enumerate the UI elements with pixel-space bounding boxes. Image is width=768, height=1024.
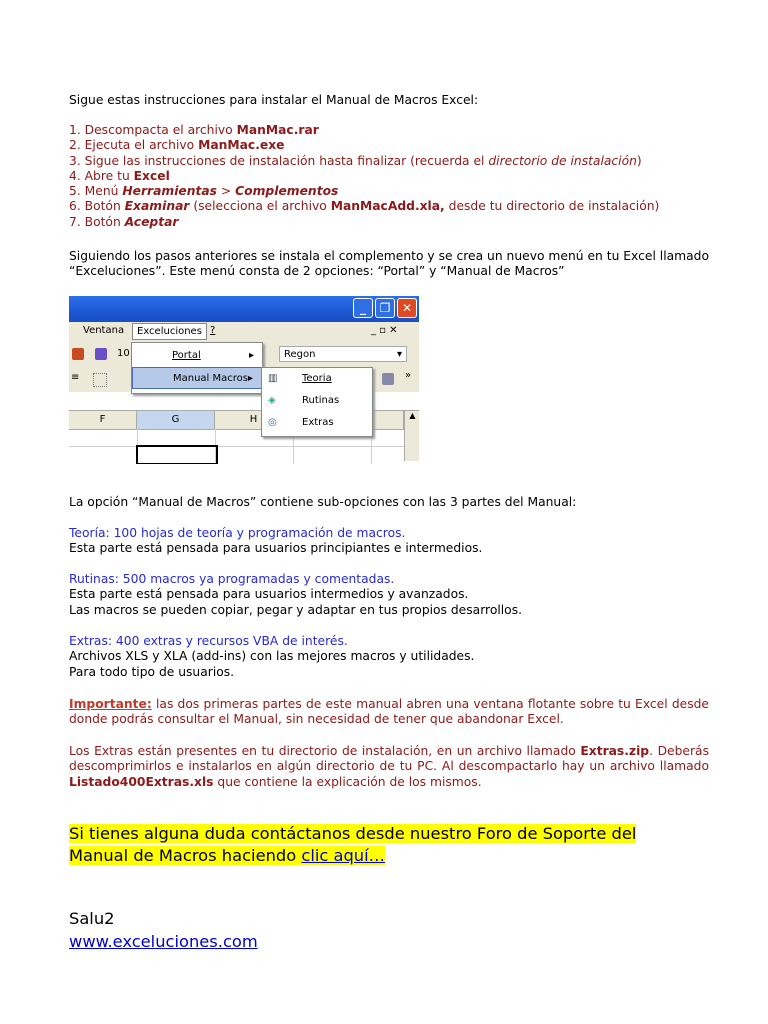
toolbar-options-icon <box>382 373 394 385</box>
toolbar-overflow-icon: » <box>405 370 412 381</box>
rutinas-block <box>69 572 709 618</box>
font-size-box: 10 <box>117 348 130 359</box>
chevron-down-icon: ▾ <box>396 349 402 360</box>
book-icon: ▥ <box>268 373 278 384</box>
paragraph-menu-intro: Siguiendo los pasos anteriores se instala el complemento y se crea un nuevo menú en tu Excel llamado “Exceluciones”. Este menú consta de 2 opciones: “Portal” y “Manual de Macros” <box>69 249 709 279</box>
menu-ventana: Ventana <box>83 325 125 336</box>
step-1: 1. Descompacta el archivo ManMac.rar <box>69 123 319 137</box>
step-7: 7. Botón Aceptar <box>69 214 179 229</box>
column-j <box>371 411 404 429</box>
contact-link[interactable]: clic aquí… <box>301 846 385 865</box>
minimize-icon: _ <box>353 298 373 318</box>
extras-desc-2: Para todo tipo de usuarios. <box>69 664 235 679</box>
teoria-title: Teoría: 100 hojas de teoría y programación de macros. <box>69 526 406 540</box>
menu-item-manual-macros: Manual Macros ▸ <box>132 367 262 389</box>
drawing-icon <box>95 348 107 360</box>
doc-window-controls: _ ▫ ✕ <box>371 325 398 336</box>
column-f: F <box>69 411 137 429</box>
website-link[interactable]: www.exceluciones.com <box>69 932 258 951</box>
column-h: H <box>215 411 293 429</box>
step-5: 5. Menú Herramientas > Complementos <box>69 184 339 199</box>
excel-menu-screenshot <box>69 296 419 464</box>
extras-xls-filename: Listado400Extras.xls <box>69 774 214 789</box>
extras-location-note: Los Extras están presentes en tu directorio de instalación, en un archivo llamado Extras.zip. Deberás descomprimirlos e instalarlos en algún directorio de tu PC. Al descompactarlo hay un archivo llamado Listado400Extras.xls que contiene la explicación de los mismos. <box>69 744 709 789</box>
importante-text: las dos primeras partes de este manual abren una ventana flotante sobre tu Excel desde donde podrás consultar el Manual, sin necesidad de tener que abandonar Excel. <box>69 697 709 727</box>
step-6: 6. Botón Examinar (selecciona el archivo ManMacAdd.xla, desde tu directorio de instalación) <box>69 199 660 214</box>
column-g: G <box>137 411 215 429</box>
menu-item-extras: ◎ Extras <box>262 412 372 434</box>
menu-item-rutinas: ◈ Rutinas <box>262 390 372 412</box>
intro-text: Sigue estas instrucciones para instalar el Manual de Macros Excel: <box>69 93 479 107</box>
paragraph-suboptions: La opción “Manual de Macros” contiene sub-opciones con las 3 partes del Manual: <box>69 495 577 509</box>
active-cell <box>136 445 218 464</box>
menu-item-teoria: ▥ Teoria <box>262 368 372 390</box>
step-2: 2. Ejecuta el archivo ManMac.exe <box>69 138 285 153</box>
font-name-box <box>279 346 407 362</box>
routine-icon: ◈ <box>268 395 276 406</box>
magnifier-icon: ◎ <box>268 417 277 428</box>
step-4: 4. Abre tu Excel <box>69 168 170 183</box>
font-name-value: Regon <box>284 349 316 360</box>
borders-icon <box>93 373 107 387</box>
menu-help: ? <box>210 325 216 336</box>
window-titlebar <box>69 296 419 322</box>
rutinas-title: Rutinas: 500 macros ya programadas y comentadas. <box>69 572 395 586</box>
contact-line-2: Manual de Macros haciendo clic aquí… <box>69 846 385 865</box>
extras-title: Extras: 400 extras y recursos VBA de interés. <box>69 634 348 648</box>
importante-label: Importante: <box>69 697 152 711</box>
menu-item-portal: Portal ▸ <box>172 350 254 361</box>
rutinas-desc-2: Las macros se pueden copiar, pegar y adaptar en tus propios desarrollos. <box>69 602 523 617</box>
teoria-block <box>69 526 709 557</box>
teoria-desc: Esta parte está pensada para usuarios principiantes e intermedios. <box>69 541 483 556</box>
menu-exceluciones: Exceluciones <box>132 323 207 340</box>
contact-callout <box>69 823 709 867</box>
close-icon: ✕ <box>397 298 417 318</box>
menu-bar <box>69 322 419 342</box>
scroll-up-icon: ▲ <box>404 411 419 461</box>
exceluciones-dropdown <box>131 342 263 394</box>
contact-line-1: Si tienes alguna duda contáctanos desde nuestro Foro de Soporte del <box>69 824 637 843</box>
extras-desc-1: Archivos XLS y XLA (add-ins) con las mejores macros y utilidades. <box>69 649 475 664</box>
extras-block <box>69 634 709 680</box>
extras-zip-filename: Extras.zip <box>580 744 650 758</box>
rutinas-desc-1: Esta parte está pensada para usuarios intermedios y avanzados. <box>69 587 469 602</box>
step-3: 3. Sigue las instrucciones de instalación hasta finalizar (recuerda el directorio de instalación) <box>69 153 642 168</box>
restore-icon: ❐ <box>375 298 395 318</box>
signoff: Salu2 <box>69 909 115 928</box>
manual-macros-submenu <box>261 367 373 437</box>
importante-note <box>69 697 709 728</box>
install-steps <box>69 123 709 230</box>
align-icon: ≡ <box>71 372 80 383</box>
chart-icon <box>72 348 84 360</box>
